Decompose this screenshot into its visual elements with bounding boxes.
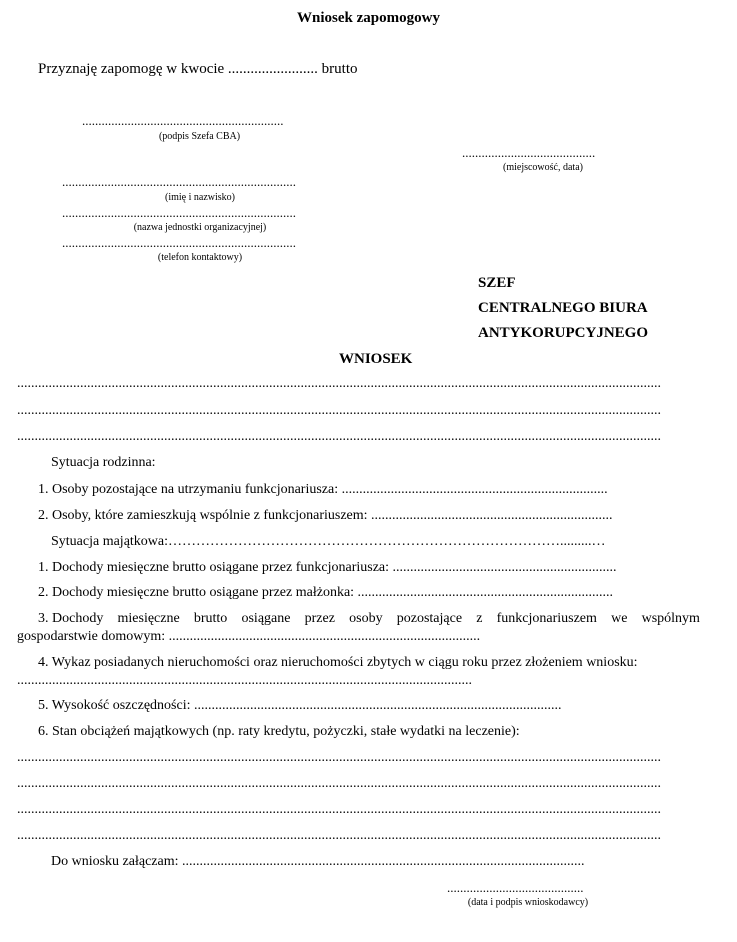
item3-word: z bbox=[476, 611, 483, 626]
property-item-1[interactable]: 1. Dochody miesięczne brutto osiągane przez funkcjonariusza: ................................................................ bbox=[38, 560, 617, 575]
family-item-1[interactable]: 1. Osoby pozostające na utrzymaniu funkcjonariusza: ............................................................................ bbox=[38, 482, 608, 497]
attachments-line[interactable]: Do wniosku załączam: ................................................................................................................... bbox=[51, 854, 585, 869]
applicant-signature-label: (data i podpis wnioskodawcy) bbox=[467, 897, 589, 908]
addressee-line-2: CENTRALNEGO BIURA bbox=[478, 300, 648, 316]
item3-word: funkcjonariuszem bbox=[496, 611, 597, 626]
property-item-2[interactable]: 2. Dochody miesięczne brutto osiągane przez małżonka: ......................................................................... bbox=[38, 585, 614, 600]
addressee-line-1: SZEF bbox=[478, 275, 516, 291]
boss-signature-label: (podpis Szefa CBA) bbox=[158, 131, 241, 142]
item3-word: we bbox=[611, 611, 628, 626]
addressee-line-3: ANTYKORUPCYJNEGO bbox=[478, 325, 649, 341]
burden-line-4[interactable]: ........................................................................................................................................................................................ bbox=[17, 828, 661, 843]
grant-amount-line[interactable]: Przyznaję zapomogę w kwocie ........................ brutto bbox=[38, 61, 358, 77]
property-item-4-line-2[interactable]: .................................................................................................................................. bbox=[17, 673, 472, 688]
item3-word: pozostające bbox=[396, 611, 463, 626]
burden-line-1[interactable]: ........................................................................................................................................................................................ bbox=[17, 750, 661, 765]
unit-name-label: (nazwa jednostki organizacyjnej) bbox=[133, 222, 267, 233]
place-date-label: (miejscowość, data) bbox=[503, 162, 583, 173]
request-line-1[interactable]: ........................................................................................................................................................................................ bbox=[17, 376, 661, 391]
property-heading[interactable]: Sytuacja majątkowa:………………………………………………………………………….........… bbox=[51, 534, 606, 549]
request-line-2[interactable]: ........................................................................................................................................................................................ bbox=[17, 403, 661, 418]
property-item-6: 6. Stan obciążeń majątkowych (np. raty kredytu, pożyczki, stałe wydatki na leczenie): bbox=[38, 724, 520, 739]
unit-name-field[interactable]: ........................................................................ bbox=[62, 205, 296, 220]
family-item-2[interactable]: 2. Osoby, które zamieszkują wspólnie z funkcjonariuszem: ..................................................................... bbox=[38, 508, 613, 523]
item3-word: 3. Dochody bbox=[38, 611, 104, 626]
property-item-3-line-1 bbox=[38, 611, 700, 627]
applicant-name-field[interactable]: ........................................................................ bbox=[62, 174, 296, 189]
document-title: Wniosek zapomogowy bbox=[297, 10, 440, 26]
property-item-3-line-2[interactable]: gospodarstwie domowym: ......................................................................................... bbox=[17, 629, 481, 644]
phone-field[interactable]: ........................................................................ bbox=[62, 235, 296, 250]
property-item-4-line-1: 4. Wykaz posiadanych nieruchomości oraz nieruchomości zbytych w ciągu roku przez złożeniem wniosku: bbox=[38, 655, 638, 670]
phone-label: (telefon kontaktowy) bbox=[157, 252, 243, 263]
place-date-field[interactable]: ......................................... bbox=[462, 145, 596, 160]
item3-word: osoby bbox=[349, 611, 383, 626]
applicant-signature-field[interactable]: .......................................... bbox=[447, 880, 584, 895]
item3-word: brutto bbox=[193, 611, 228, 626]
item3-word: miesięczne bbox=[117, 611, 180, 626]
item3-word: wspólnym bbox=[641, 611, 700, 626]
applicant-name-label: (imię i nazwisko) bbox=[165, 192, 235, 203]
request-line-3[interactable]: ........................................................................................................................................................................................ bbox=[17, 429, 661, 444]
family-heading: Sytuacja rodzinna: bbox=[51, 455, 156, 470]
property-item-5[interactable]: 5. Wysokość oszczędności: ......................................................................................................... bbox=[38, 698, 562, 713]
item3-word: przez bbox=[304, 611, 335, 626]
boss-signature-field[interactable]: .............................................................. bbox=[82, 113, 284, 128]
burden-line-2[interactable]: ........................................................................................................................................................................................ bbox=[17, 776, 661, 791]
burden-line-3[interactable]: ........................................................................................................................................................................................ bbox=[17, 802, 661, 817]
request-heading: WNIOSEK bbox=[339, 351, 413, 367]
item3-word: osiągane bbox=[241, 611, 291, 626]
